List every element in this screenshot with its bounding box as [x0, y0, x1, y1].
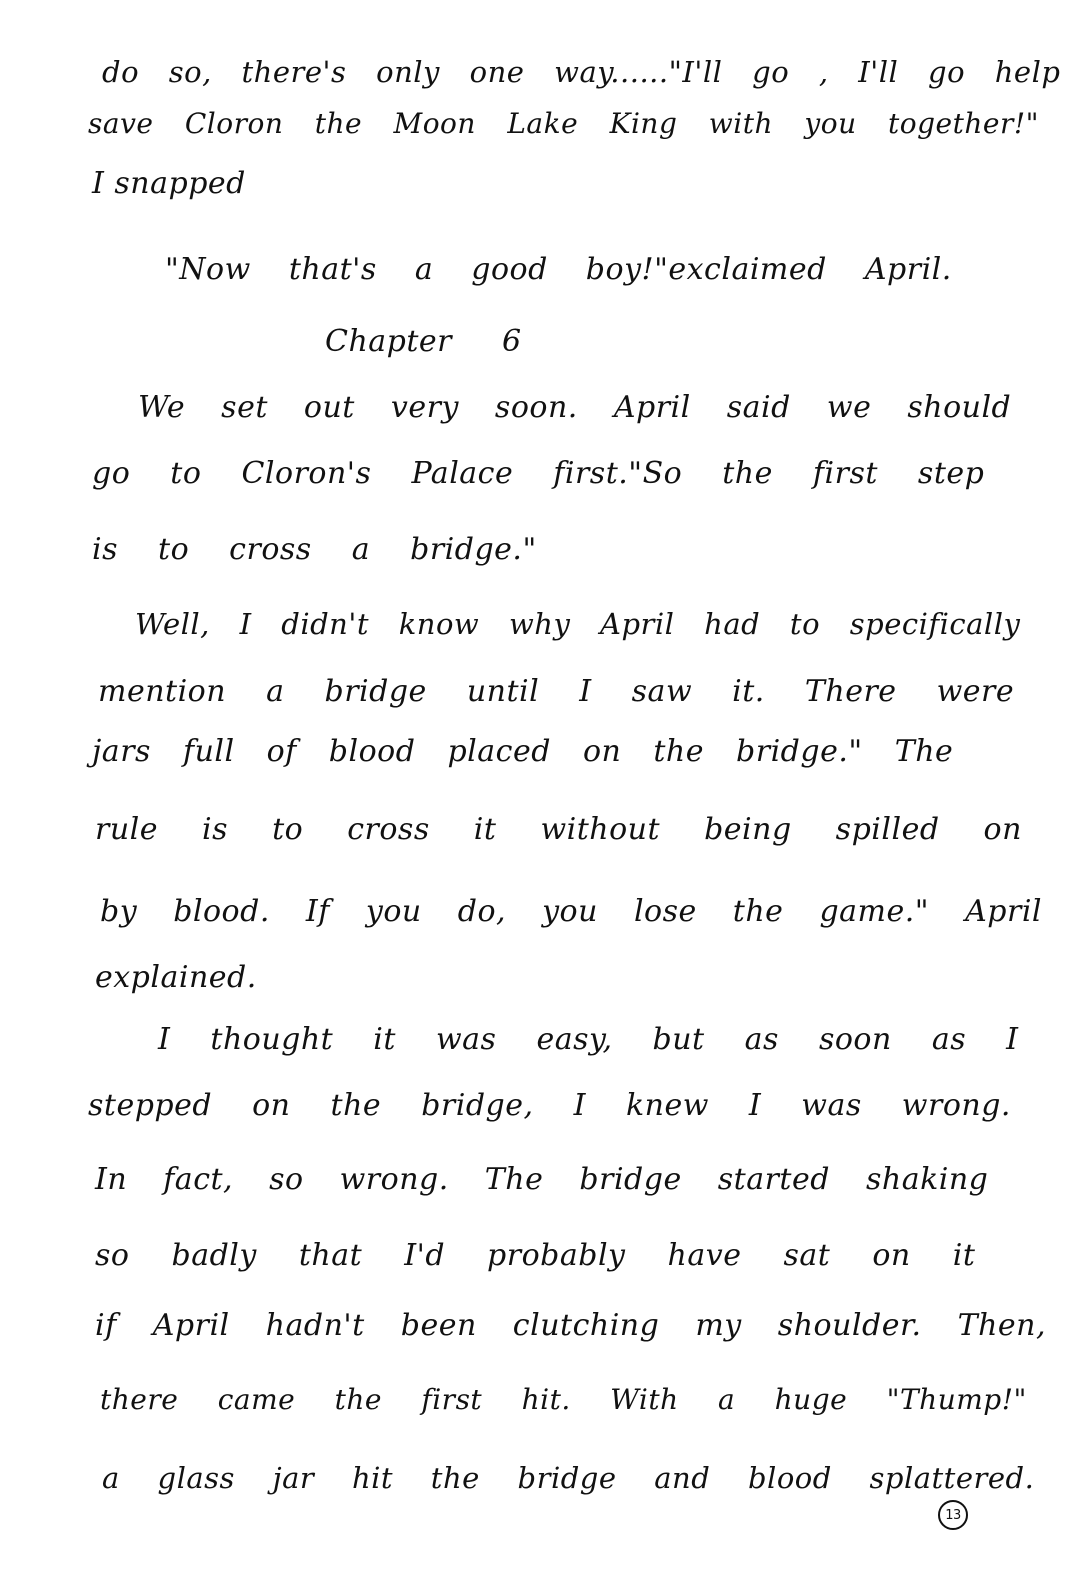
text-line: mention a bridge until I saw it. There were [98, 674, 1015, 709]
text-line: a glass jar hit the bridge and blood splattered. [102, 1461, 1035, 1495]
text-line: go to Cloron's Palace first."So the first step [92, 456, 985, 491]
text-line: explained. [95, 960, 257, 995]
text-line: if April hadn't been clutching my shoulder. Then, [95, 1308, 1047, 1343]
text-line: I thought it was easy, but as soon as I [158, 1022, 1019, 1057]
text-line: do so, there's only one way......"I'll go , I'll go help [102, 55, 1061, 89]
text-line: In fact, so wrong. The bridge started shaking [95, 1162, 989, 1197]
text-line: save Cloron the Moon Lake King with you together!" [88, 107, 1039, 140]
text-line: rule is to cross it without being spilled on [95, 812, 1022, 847]
text-line: by blood. If you do, you lose the game." April [100, 894, 1043, 929]
text-line: so badly that I'd probably have sat on it [95, 1238, 976, 1273]
chapter-heading: Chapter 6 [325, 324, 522, 359]
page-number: 13 [938, 1500, 968, 1530]
text-line: "Now that's a good boy!"exclaimed April. [165, 252, 952, 287]
text-line: Well, I didn't know why April had to specifically [135, 607, 1021, 641]
text-line: jars full of blood placed on the bridge." The [92, 734, 954, 769]
text-line: there came the first hit. With a huge "Thump!" [100, 1383, 1027, 1416]
text-line: is to cross a bridge." [92, 532, 537, 567]
text-line: stepped on the bridge, I knew I was wrong. [88, 1088, 1011, 1123]
text-line: We set out very soon. April said we should [138, 390, 1012, 425]
text-line: I snapped [92, 166, 246, 201]
